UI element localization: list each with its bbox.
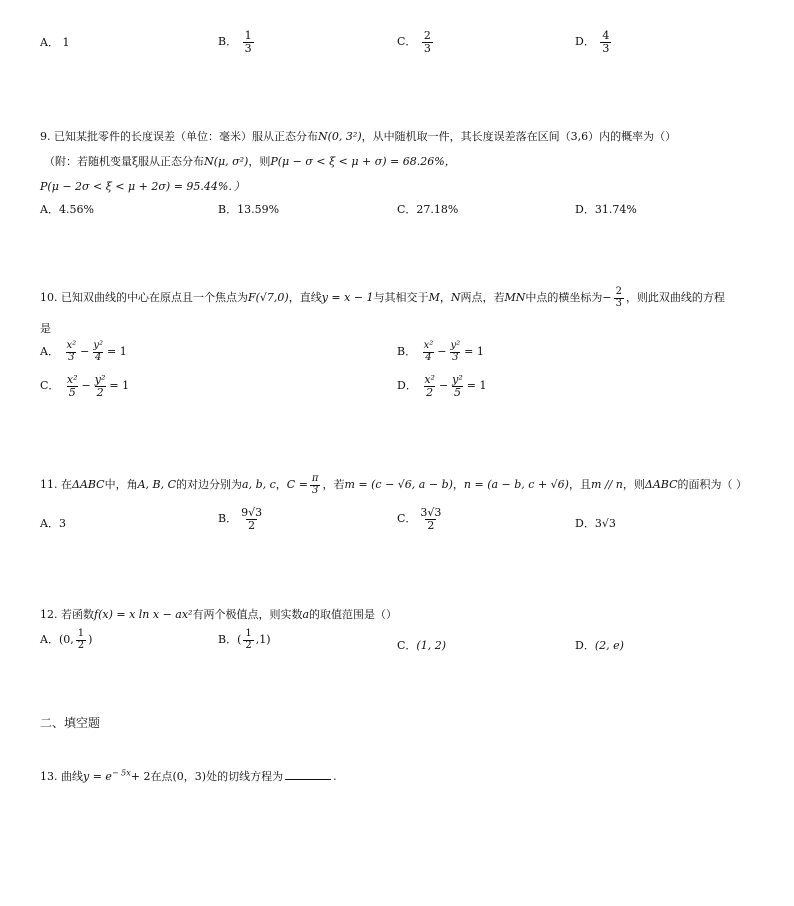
denominator: 2 [248, 518, 256, 532]
q10-option-c: C． $\frac{\text{x²}}{5}$ − $\frac{\text{y²}}{2}$ = 1 [40, 373, 130, 399]
q11-text: 11. 在 [40, 478, 72, 491]
q10-text: 是 [40, 322, 51, 335]
q9-option-c [397, 201, 458, 217]
option-label: D． [397, 379, 417, 393]
q12-function: f(x) = x ln x − ax² [94, 608, 193, 621]
fraction [93, 374, 108, 398]
numerator: y² [452, 373, 463, 386]
fraction [448, 341, 462, 363]
q12-option-a [40, 629, 92, 651]
numerator: y² [94, 373, 106, 386]
q11-option-c [397, 507, 445, 531]
denominator: 2 [245, 639, 252, 651]
q12-stem [40, 606, 397, 622]
q13-text: 13. 曲线 [40, 770, 83, 783]
q11-angle-c: C = [286, 478, 308, 491]
q11-parallel: m // n [590, 478, 623, 491]
q10-text: 两点，若 [460, 291, 505, 304]
denominator: 2 [427, 518, 435, 532]
q8-option-d [575, 30, 613, 54]
q10-focus: F(√7,0) [248, 291, 289, 304]
option-rhs: = 1 [464, 345, 484, 358]
fraction [239, 507, 264, 531]
denominator: 3 [452, 351, 459, 363]
q10-text: ，直线 [288, 291, 322, 304]
q12-option-b [218, 629, 271, 651]
numerator: y² [93, 340, 103, 351]
q10-option-b: B． $\frac{\text{x²}}{4}$ − $\frac{\text{y²}}{3}$ = 1 [397, 340, 484, 363]
q11-option-a [40, 515, 66, 531]
interval-start: (0, [58, 633, 74, 646]
option-label: C． [397, 639, 417, 652]
q9-option-d [575, 201, 637, 217]
q9-formula-2: P(μ − 2σ < ξ < μ + 2σ) = 95.44%．） [40, 180, 245, 193]
option-label: B． [218, 203, 238, 216]
option-rhs: = 1 [466, 379, 487, 393]
question-13 [40, 768, 337, 784]
q9-text: 9. 已知某批零件的长度误差（单位：毫米）服从正态分布 [40, 130, 318, 143]
fraction [76, 629, 86, 651]
option-label: A． [40, 345, 59, 358]
numerator: π [311, 473, 319, 484]
numerator: 1 [77, 628, 85, 639]
fraction [422, 341, 436, 363]
fraction [600, 30, 611, 54]
q11-triangle: ΔABC [644, 478, 678, 491]
q13-exponent: − 5x [111, 768, 131, 778]
q12-text: 12. 若函数 [40, 608, 94, 621]
q9-text: ，则 [248, 155, 271, 168]
fraction [422, 30, 433, 54]
numerator: x² [66, 340, 77, 351]
numerator: 1 [245, 628, 252, 639]
option-label: C． [397, 203, 417, 216]
numerator: 4 [602, 29, 610, 42]
q10-point-m: M [428, 291, 440, 304]
q11-triangle: ΔABC [72, 478, 105, 491]
q13-curve-const: + 2 [130, 770, 151, 783]
q13-text: . [333, 770, 337, 783]
option-label: D． [575, 517, 595, 530]
q11-text: 的对边分别为 [176, 478, 243, 491]
q11-stem [40, 474, 747, 496]
option-value: 27.18% [416, 203, 459, 216]
section-title: 二、填空题 [40, 716, 101, 730]
option-label: A． [40, 203, 59, 216]
numerator: 2 [615, 286, 622, 297]
q8-option-c [397, 30, 435, 54]
option-value: 3√3 [594, 517, 616, 530]
option-label: B． [218, 512, 238, 526]
option-value: 31.74% [594, 203, 637, 216]
denominator: 3 [68, 351, 75, 363]
option-label: D． [575, 639, 595, 652]
interval-start: ( [237, 633, 242, 646]
q10-option-a: A． $\frac{\text{x²}}{3}$ − $\frac{\text{y²}}{4}$ = 1 [40, 340, 127, 363]
q12-variable: a [302, 608, 310, 621]
q9-option-a [40, 201, 94, 217]
q8-option-a [40, 34, 69, 50]
interval-end: ) [88, 633, 93, 646]
option-rhs: = 1 [107, 345, 127, 358]
numerator: 3√3 [420, 506, 442, 519]
q9-formula-1: P(μ − σ < ξ < μ + σ) = 68.26%， [270, 155, 456, 168]
q13-curve: y = e [83, 770, 112, 783]
q9-line-1 [40, 128, 676, 144]
q11-option-d [575, 515, 616, 531]
q11-sides: a, b, c [242, 478, 276, 491]
q11-vector-n: n = (a − b, c + √6) [463, 478, 569, 491]
option-label: B． [218, 633, 238, 646]
q11-angles: A, B, C [137, 478, 177, 491]
q12-text: 的取值范围是（） [309, 608, 398, 621]
q12-option-d [575, 637, 624, 653]
q9-line-2 [44, 153, 456, 169]
q8-option-b [218, 30, 256, 54]
q11-text: 中，角 [104, 478, 138, 491]
option-rhs: = 1 [109, 379, 130, 393]
denominator: 4 [425, 351, 432, 363]
fraction [65, 374, 80, 398]
interval-end: ,1) [255, 633, 271, 646]
q11-text: ，则 [622, 478, 645, 491]
q11-text: ， [275, 478, 287, 491]
q11-text: 的面积为（ ） [677, 478, 747, 491]
fraction [91, 341, 105, 363]
q11-text: ，且 [568, 478, 591, 491]
q10-line-1 [40, 287, 725, 309]
fraction [418, 507, 443, 531]
q12-option-c [397, 637, 446, 653]
q10-text: 中点的横坐标为 [525, 291, 603, 304]
numerator: 9√3 [241, 506, 263, 519]
q9-line-3 [40, 178, 245, 194]
option-label: C． [40, 379, 60, 393]
fraction [450, 374, 465, 398]
q10-text: 10. 已知双曲线的中心在原点且一个焦点为 [40, 291, 248, 304]
denominator: 2 [426, 385, 434, 399]
q11-text: ， [452, 478, 464, 491]
numerator: y² [450, 340, 461, 351]
option-label: A． [40, 633, 59, 646]
q11-angle-fraction [310, 474, 321, 496]
q10-text: ， [439, 291, 451, 304]
q9-distribution: N(μ, σ²) [204, 155, 249, 168]
q9-text: （附：若随机变量ξ服从正态分布 [44, 155, 205, 168]
q9-text: ，从中随机取一件，其长度误差落在区间（3,6）内的概率为（） [361, 130, 677, 143]
option-label: B． [218, 35, 238, 49]
denominator: 5 [453, 385, 461, 399]
option-label: D． [575, 203, 595, 216]
q10-option-d: D． $\frac{\text{x²}}{2}$ − $\frac{\text{y²}}{5}$ = 1 [397, 373, 487, 399]
option-label: C． [397, 35, 417, 49]
denominator: 4 [94, 351, 102, 363]
numerator: x² [66, 373, 78, 386]
option-label: B． [397, 345, 417, 358]
q10-text: ，则此双曲线的方程 [625, 291, 725, 304]
option-value: (1, 2) [416, 639, 446, 652]
numerator: 1 [244, 29, 252, 42]
numerator: x² [424, 373, 435, 386]
q10-line-equation: y = x − 1 [321, 291, 374, 304]
denominator: 5 [68, 385, 76, 399]
q10-text: 与其相交于 [373, 291, 429, 304]
q13-text: 在点(0，3)处的切线方程为 [150, 770, 284, 783]
q9-option-b [218, 201, 279, 217]
q11-option-b [218, 507, 266, 531]
denominator: 3 [602, 41, 610, 55]
fraction [243, 629, 253, 651]
option-value: 1 [62, 36, 70, 49]
option-label: A． [40, 36, 59, 49]
option-value: 13.59% [237, 203, 280, 216]
option-value: (2, e) [594, 639, 624, 652]
option-label: D． [575, 35, 595, 49]
denominator: 3 [615, 297, 622, 309]
q10-line-2 [40, 320, 51, 336]
numerator: 2 [423, 29, 431, 42]
fraction [422, 374, 437, 398]
option-value: 3 [58, 517, 66, 530]
q10-segment: MN [504, 291, 526, 304]
denominator: 3 [244, 41, 252, 55]
q10-midpoint-fraction [614, 287, 624, 309]
option-value: 4.56% [58, 203, 94, 216]
denominator: 2 [96, 385, 104, 399]
option-label: C． [397, 512, 417, 526]
fraction [243, 30, 254, 54]
q10-point-n: N [450, 291, 461, 304]
fraction [64, 341, 78, 363]
denominator: 3 [312, 484, 319, 496]
q10-minus: − [602, 291, 612, 304]
denominator: 2 [77, 639, 85, 651]
denominator: 3 [423, 41, 431, 55]
q11-text: ，若 [322, 478, 345, 491]
answer-blank[interactable] [285, 779, 331, 780]
q11-vector-m: m = (c − √6, a − b) [344, 478, 453, 491]
q9-distribution: N(0, 3²) [318, 130, 362, 143]
option-label: A． [40, 517, 59, 530]
q12-text: 有两个极值点，则实数 [192, 608, 303, 621]
numerator: x² [423, 340, 434, 351]
